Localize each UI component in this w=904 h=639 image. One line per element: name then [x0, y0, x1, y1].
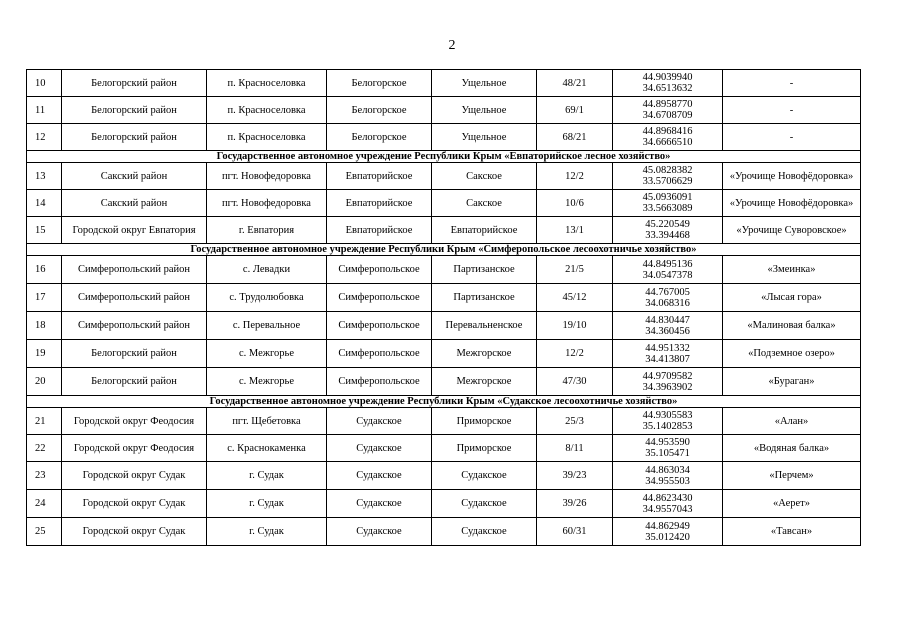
- latitude-value: 44.8958770: [642, 99, 693, 110]
- table-row: [27, 340, 861, 368]
- district-forestry-cell: Ущельное: [432, 97, 537, 124]
- row-number-cell: 14: [27, 190, 62, 217]
- district-cell: Городской округ Судак: [62, 462, 207, 490]
- coordinates-cell: [613, 124, 723, 151]
- district-cell: Белогорский район: [62, 97, 207, 124]
- district-forestry-cell: Сакское: [432, 190, 537, 217]
- locality-cell: пгт. Новофедоровка: [207, 163, 327, 190]
- locality-cell: с. Межгорье: [207, 368, 327, 396]
- row-number-cell: 11: [27, 97, 62, 124]
- longitude-value: 34.6666510: [642, 137, 693, 148]
- locality-cell: п. Красноселовка: [207, 124, 327, 151]
- district-forestry-cell: Сакское: [432, 163, 537, 190]
- forestry-cell: Симферопольское: [327, 340, 432, 368]
- forestry-cell: Судакское: [327, 435, 432, 462]
- forestry-cell: Белогорское: [327, 70, 432, 97]
- latitude-value: 44.953590: [645, 437, 690, 448]
- row-number-cell: 12: [27, 124, 62, 151]
- district-forestry-cell: Перевальненское: [432, 312, 537, 340]
- quarter-cell: 39/26: [537, 490, 613, 518]
- locality-cell: с. Краснокаменка: [207, 435, 327, 462]
- object-name-cell: «Подземное озеро»: [723, 340, 861, 368]
- forestry-cell: Судакское: [327, 518, 432, 546]
- longitude-value: 33.5706629: [642, 176, 693, 187]
- object-name-cell: «Водяная балка»: [723, 435, 861, 462]
- longitude-value: 35.105471: [645, 448, 690, 459]
- row-number-cell: 10: [27, 70, 62, 97]
- row-number-cell: 19: [27, 340, 62, 368]
- row-number-cell: 13: [27, 163, 62, 190]
- object-name-cell: -: [723, 124, 861, 151]
- forestry-cell: Симферопольское: [327, 368, 432, 396]
- latitude-value: 44.9709582: [642, 370, 693, 382]
- district-cell: Городской округ Судак: [62, 490, 207, 518]
- longitude-value: 34.955503: [645, 475, 690, 487]
- section-header-row: [27, 396, 861, 408]
- object-name-cell: «Урочище Новофёдоровка»: [723, 163, 861, 190]
- quarter-cell: 69/1: [537, 97, 613, 124]
- row-number-cell: 20: [27, 368, 62, 396]
- object-name-cell: «Перчем»: [723, 462, 861, 490]
- object-name-cell: «Змеинка»: [723, 256, 861, 284]
- object-name-cell: «Малиновая балка»: [723, 312, 861, 340]
- district-cell: Белогорский район: [62, 340, 207, 368]
- quarter-cell: 48/21: [537, 70, 613, 97]
- coordinates-cell: [613, 284, 723, 312]
- locality-cell: с. Левадки: [207, 256, 327, 284]
- longitude-value: 34.413807: [645, 353, 690, 365]
- object-name-cell: -: [723, 70, 861, 97]
- object-name-cell: -: [723, 97, 861, 124]
- section-title: Государственное автономное учреждение Республики Крым «Симферопольское лесоохотничье хозяйство»: [27, 244, 861, 256]
- section-title: Государственное автономное учреждение Республики Крым «Судакское лесоохотничье хозяйство»: [27, 396, 861, 408]
- longitude-value: 34.3963902: [642, 381, 693, 393]
- quarter-cell: 12/2: [537, 163, 613, 190]
- section-header-row: [27, 151, 861, 163]
- coordinates-cell: [613, 190, 723, 217]
- quarter-cell: 60/31: [537, 518, 613, 546]
- table-row: [27, 163, 861, 190]
- table-row: [27, 217, 861, 244]
- forestry-cell: Симферопольское: [327, 256, 432, 284]
- quarter-cell: 19/10: [537, 312, 613, 340]
- quarter-cell: 68/21: [537, 124, 613, 151]
- forestry-cell: Судакское: [327, 408, 432, 435]
- district-forestry-cell: Партизанское: [432, 284, 537, 312]
- coordinates-cell: [613, 518, 723, 546]
- row-number-cell: 23: [27, 462, 62, 490]
- coordinates-cell: [613, 408, 723, 435]
- latitude-value: 44.951332: [645, 342, 690, 354]
- district-cell: Симферопольский район: [62, 256, 207, 284]
- section-title: Государственное автономное учреждение Республики Крым «Евпаторийское лесное хозяйство»: [27, 151, 861, 163]
- coordinates-cell: [613, 256, 723, 284]
- quarter-cell: 25/3: [537, 408, 613, 435]
- district-cell: Белогорский район: [62, 124, 207, 151]
- district-cell: Городской округ Евпатория: [62, 217, 207, 244]
- district-forestry-cell: Приморское: [432, 435, 537, 462]
- table-row: [27, 490, 861, 518]
- coordinates-cell: [613, 97, 723, 124]
- register-table-body: [27, 70, 861, 546]
- coordinates-cell: [613, 490, 723, 518]
- longitude-value: 34.6513632: [642, 83, 693, 94]
- district-forestry-cell: Судакское: [432, 462, 537, 490]
- locality-cell: с. Трудолюбовка: [207, 284, 327, 312]
- longitude-value: 34.068316: [645, 297, 690, 309]
- latitude-value: 44.9305583: [642, 410, 693, 421]
- district-forestry-cell: Судакское: [432, 518, 537, 546]
- quarter-cell: 47/30: [537, 368, 613, 396]
- district-cell: Белогорский район: [62, 368, 207, 396]
- coordinates-cell: [613, 163, 723, 190]
- quarter-cell: 13/1: [537, 217, 613, 244]
- forestry-cell: Евпаторийское: [327, 163, 432, 190]
- latitude-value: 44.9039940: [642, 72, 693, 83]
- table-row: [27, 312, 861, 340]
- forestry-cell: Судакское: [327, 490, 432, 518]
- object-name-cell: «Аерет»: [723, 490, 861, 518]
- locality-cell: пгт. Новофедоровка: [207, 190, 327, 217]
- object-name-cell: «Тавсан»: [723, 518, 861, 546]
- object-name-cell: «Урочище Суворовское»: [723, 217, 861, 244]
- table-row: [27, 124, 861, 151]
- longitude-value: 34.360456: [645, 325, 690, 337]
- forestry-cell: Судакское: [327, 462, 432, 490]
- locality-cell: г. Судак: [207, 490, 327, 518]
- longitude-value: 34.0547378: [642, 269, 693, 281]
- forestry-cell: Симферопольское: [327, 312, 432, 340]
- row-number-cell: 18: [27, 312, 62, 340]
- locality-cell: г. Судак: [207, 518, 327, 546]
- district-cell: Белогорский район: [62, 70, 207, 97]
- quarter-cell: 21/5: [537, 256, 613, 284]
- locality-cell: с. Перевальное: [207, 312, 327, 340]
- table-row: [27, 408, 861, 435]
- longitude-value: 34.9557043: [642, 503, 693, 515]
- coordinates-cell: [613, 462, 723, 490]
- district-forestry-cell: Ущельное: [432, 124, 537, 151]
- locality-cell: с. Межгорье: [207, 340, 327, 368]
- page-number: 2: [448, 38, 456, 53]
- district-forestry-cell: Приморское: [432, 408, 537, 435]
- table-row: [27, 462, 861, 490]
- object-name-cell: «Урочище Новофёдоровка»: [723, 190, 861, 217]
- district-forestry-cell: Судакское: [432, 490, 537, 518]
- forestry-cell: Белогорское: [327, 124, 432, 151]
- coordinates-cell: [613, 70, 723, 97]
- forestry-cell: Евпаторийское: [327, 217, 432, 244]
- district-cell: Сакский район: [62, 163, 207, 190]
- table-row: [27, 435, 861, 462]
- row-number-cell: 21: [27, 408, 62, 435]
- row-number-cell: 25: [27, 518, 62, 546]
- latitude-value: 44.767005: [645, 286, 690, 298]
- table-row: [27, 190, 861, 217]
- table-row: [27, 284, 861, 312]
- district-cell: Городской округ Феодосия: [62, 435, 207, 462]
- quarter-cell: 8/11: [537, 435, 613, 462]
- coordinates-cell: [613, 217, 723, 244]
- longitude-value: 33.394468: [645, 230, 690, 241]
- locality-cell: г. Евпатория: [207, 217, 327, 244]
- coordinates-cell: [613, 340, 723, 368]
- district-cell: Сакский район: [62, 190, 207, 217]
- forestry-cell: Евпаторийское: [327, 190, 432, 217]
- row-number-cell: 16: [27, 256, 62, 284]
- row-number-cell: 17: [27, 284, 62, 312]
- table-row: [27, 368, 861, 396]
- forestry-cell: Симферопольское: [327, 284, 432, 312]
- locality-cell: п. Красноселовка: [207, 97, 327, 124]
- latitude-value: 44.863034: [645, 464, 690, 476]
- latitude-value: 44.8968416: [642, 126, 693, 137]
- latitude-value: 45.220549: [645, 219, 690, 230]
- locality-cell: пгт. Щебетовка: [207, 408, 327, 435]
- latitude-value: 44.830447: [645, 314, 690, 326]
- district-forestry-cell: Партизанское: [432, 256, 537, 284]
- district-cell: Городской округ Феодосия: [62, 408, 207, 435]
- district-cell: Городской округ Судак: [62, 518, 207, 546]
- table-row: [27, 518, 861, 546]
- district-forestry-cell: Межгорское: [432, 368, 537, 396]
- forestry-cell: Белогорское: [327, 97, 432, 124]
- row-number-cell: 22: [27, 435, 62, 462]
- quarter-cell: 45/12: [537, 284, 613, 312]
- district-cell: Симферопольский район: [62, 284, 207, 312]
- row-number-cell: 15: [27, 217, 62, 244]
- quarter-cell: 39/23: [537, 462, 613, 490]
- register-table: [26, 69, 861, 546]
- district-forestry-cell: Ущельное: [432, 70, 537, 97]
- latitude-value: 45.0828382: [642, 165, 693, 176]
- longitude-value: 35.1402853: [642, 421, 693, 432]
- object-name-cell: «Лысая гора»: [723, 284, 861, 312]
- district-forestry-cell: Евпаторийское: [432, 217, 537, 244]
- locality-cell: п. Красноселовка: [207, 70, 327, 97]
- locality-cell: г. Судак: [207, 462, 327, 490]
- table-row: [27, 97, 861, 124]
- quarter-cell: 10/6: [537, 190, 613, 217]
- coordinates-cell: [613, 435, 723, 462]
- district-cell: Симферопольский район: [62, 312, 207, 340]
- latitude-value: 45.0936091: [642, 192, 693, 203]
- quarter-cell: 12/2: [537, 340, 613, 368]
- latitude-value: 44.8495136: [642, 258, 693, 270]
- object-name-cell: «Бураган»: [723, 368, 861, 396]
- latitude-value: 44.8623430: [642, 492, 693, 504]
- longitude-value: 34.6708709: [642, 110, 693, 121]
- coordinates-cell: [613, 368, 723, 396]
- longitude-value: 33.5663089: [642, 203, 693, 214]
- latitude-value: 44.862949: [645, 520, 690, 532]
- row-number-cell: 24: [27, 490, 62, 518]
- section-header-row: [27, 244, 861, 256]
- table-row: [27, 256, 861, 284]
- coordinates-cell: [613, 312, 723, 340]
- object-name-cell: «Алан»: [723, 408, 861, 435]
- district-forestry-cell: Межгорское: [432, 340, 537, 368]
- table-row: [27, 70, 861, 97]
- longitude-value: 35.012420: [645, 531, 690, 543]
